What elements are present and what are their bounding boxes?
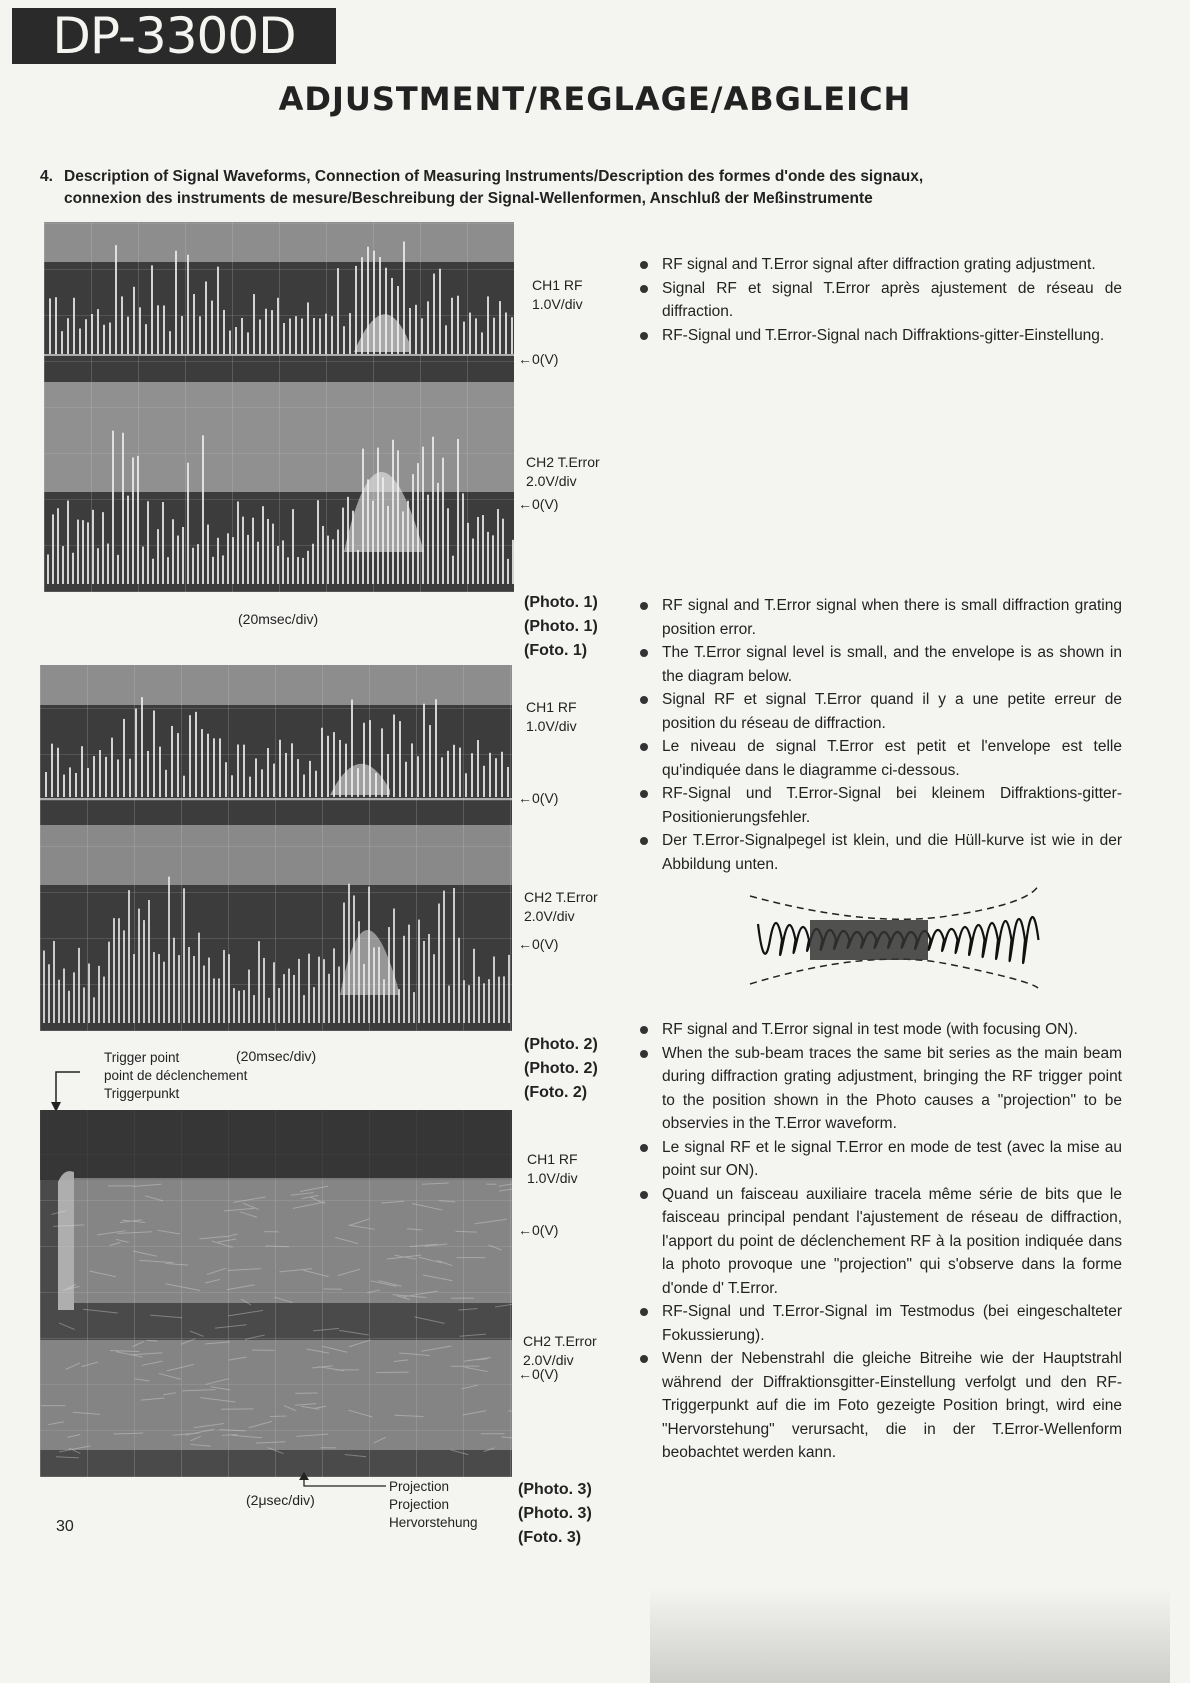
bullet-item: RF-Signal und T.Error-Signal bei kleinem Diffraktions-gitter-Positionierungsfehler. (636, 782, 1122, 829)
caption-de: (Foto. 3) (518, 1529, 582, 1546)
waveform-noise (190, 1331, 204, 1336)
bullet-item: RF signal and T.Error signal in test mode (with focusing ON). (636, 1018, 1122, 1042)
caption-fr: (Photo. 1) (524, 618, 598, 635)
projection-label-de: Hervorstehung (389, 1515, 478, 1530)
ch1-zero-marker-photo-3: ←0(V) (518, 1222, 559, 1238)
waveform-noise (495, 1304, 512, 1307)
bullet-list-photo-3 (636, 1018, 1122, 1465)
timebase-photo-3: (2μsec/div) (246, 1492, 315, 1508)
waveform-noise (150, 1315, 182, 1318)
waveform-noise (414, 1317, 444, 1323)
bullet-item: Le niveau de signal T.Error est petit et l'envelope est telle qu'indiquée dans le diagramme ci-dessous. (636, 735, 1122, 782)
bullet-list-photo-2 (636, 594, 1122, 876)
waveform-noise (451, 1450, 469, 1455)
caption-de: (Foto. 2) (524, 1084, 588, 1101)
ch2-scale: 2.0V/div (526, 473, 577, 489)
model-badge: DP-3300D (12, 8, 336, 64)
bullet-item: When the sub-beam traces the same bit series as the main beam during diffraction grating adjustment, bringing the RF trigger point to the position shown in the Photo causes a "projection" to be observies in the T.Error waveform. (636, 1042, 1122, 1136)
photo-caption-2 (524, 1033, 598, 1105)
bullet-item: Wenn der Nebenstrahl die gleiche Bitreihe wie der Hauptstrahl während der Diffraktionsgitter-Einstellung verfolgt und den RF-Triggerpunkt auf die im Foto gezeigte Position bringt, wird eine "Hervorstehung" verursacht, die in der T.Error-Wellenform beobachtet werden kann. (636, 1347, 1122, 1465)
section-heading-line-2: connexion des instruments de mesure/Beschreibung der Signal-Wellenformen, Anschluß der Meßinstrumente (64, 190, 873, 207)
ch1-name: CH1 RF (526, 699, 577, 715)
ch2-scale: 2.0V/div (523, 1352, 574, 1368)
waveform-noise (345, 1454, 366, 1456)
oscilloscope-photo-2 (40, 665, 512, 1031)
envelope-diagram (748, 884, 1048, 994)
ch1-label-photo-2 (526, 698, 577, 736)
caption-de: (Foto. 1) (524, 642, 588, 659)
timebase-photo-2: (20msec/div) (236, 1048, 317, 1064)
section-number: 4. (40, 168, 53, 185)
waveform-noise (270, 1416, 287, 1417)
ch1-scale: 1.0V/div (527, 1170, 578, 1186)
caption-fr: (Photo. 2) (524, 1060, 598, 1077)
ch1-name: CH1 RF (532, 277, 583, 293)
oscilloscope-photo-3 (40, 1110, 512, 1477)
ch1-zero-marker-photo-2: ←0(V) (518, 790, 559, 806)
photo-caption-3 (518, 1478, 592, 1550)
bullet-item: RF-Signal und T.Error-Signal im Testmodus (bei eingeschalteter Fokussierung). (636, 1300, 1122, 1347)
trigger-label-fr: point de déclenchement (104, 1068, 248, 1083)
ch2-zero-marker-photo-1: ←0(V) (518, 496, 559, 512)
ch1-zero-marker-photo-1: ←0(V) (518, 351, 559, 367)
bullet-item: RF signal and T.Error signal when there is small diffraction grating position error. (636, 594, 1122, 641)
waveform-noise (215, 1325, 247, 1328)
photo-caption-1 (524, 591, 598, 663)
waveform-noise (339, 1330, 368, 1335)
ch1-label-photo-3 (527, 1150, 578, 1188)
bullet-list-photo-1 (636, 253, 1122, 347)
ch2-name: CH2 T.Error (524, 889, 598, 905)
waveform-trace-1 (44, 222, 514, 592)
ch2-name: CH2 T.Error (526, 454, 600, 470)
bullet-item: RF signal and T.Error signal after diffraction grating adjustment. (636, 253, 1122, 277)
waveform-trace-2 (40, 665, 512, 1031)
waveform-noise (460, 1334, 486, 1336)
ch2-zero-marker-photo-3: ←0(V) (518, 1366, 559, 1382)
ch2-scale: 2.0V/div (524, 908, 575, 924)
caption-en: (Photo. 2) (524, 1036, 598, 1053)
ch2-label-photo-1 (526, 453, 600, 491)
ch1-scale: 1.0V/div (532, 296, 583, 312)
projection-label-en: Projection (389, 1479, 450, 1494)
waveform-trace-3 (40, 1110, 512, 1477)
trigger-label-en: Trigger point (104, 1050, 180, 1065)
section-heading-line-1: Description of Signal Waveforms, Connection of Measuring Instruments/Description des formes d'onde des signaux, (64, 168, 924, 185)
waveform-noise (83, 1309, 118, 1313)
ch1-name: CH1 RF (527, 1151, 578, 1167)
ch2-label-photo-2 (524, 888, 598, 926)
caption-en: (Photo. 1) (524, 594, 598, 611)
waveform-noise (245, 1335, 265, 1339)
trigger-arrow-icon (44, 1058, 84, 1118)
bullet-item: Signal RF et signal T.Error après ajustement de réseau de diffraction. (636, 277, 1122, 324)
waveform-noise (56, 1457, 79, 1458)
oscilloscope-photo-1 (44, 222, 514, 592)
page-number: 30 (56, 1518, 74, 1535)
waveform-noise (376, 1372, 408, 1373)
page-title: ADJUSTMENT/REGLAGE/ABGLEICH (278, 80, 912, 118)
caption-en: (Photo. 3) (518, 1481, 592, 1498)
ch1-scale: 1.0V/div (526, 718, 577, 734)
page-edge-shadow (650, 1588, 1170, 1683)
bullet-item: Der T.Error-Signalpegel ist klein, und die Hüll-kurve ist wie in der Abbildung unten. (636, 829, 1122, 876)
bullet-item: The T.Error signal level is small, and the envelope is as shown in the diagram below. (636, 641, 1122, 688)
trigger-label-de: Triggerpunkt (104, 1086, 180, 1101)
bullet-item: Le signal RF et le signal T.Error en mode de test (avec la mise au point sur ON). (636, 1136, 1122, 1183)
waveform-noise (313, 1328, 339, 1331)
timebase-photo-1: (20msec/div) (238, 611, 319, 627)
waveform-noise (459, 1309, 478, 1310)
waveform-noise (59, 1323, 75, 1330)
ch2-zero-marker-photo-2: ←0(V) (518, 936, 559, 952)
bullet-item: Quand un faisceau auxiliaire tracela même série de bits que le faisceau principal pendant l'ajustement de réseau de diffraction, l'apport du point de déclenchement RF à la position indiquée dans la photo provoque une "projection" qui s'observe dans la forme d'onde d' T.Error. (636, 1183, 1122, 1301)
ch1-label-photo-1 (532, 276, 583, 314)
projection-label-fr: Projection (389, 1497, 450, 1512)
waveform-noise (228, 1310, 263, 1316)
trigger-point-label (104, 1049, 247, 1103)
ch2-name: CH2 T.Error (523, 1333, 597, 1349)
caption-fr: (Photo. 3) (518, 1505, 592, 1522)
projection-label (389, 1478, 478, 1532)
bullet-item: RF-Signal und T.Error-Signal nach Diffraktions-gitter-Einstellung. (636, 324, 1122, 348)
bullet-item: Signal RF et signal T.Error quand il y a une petite erreur de position du réseau de diffraction. (636, 688, 1122, 735)
